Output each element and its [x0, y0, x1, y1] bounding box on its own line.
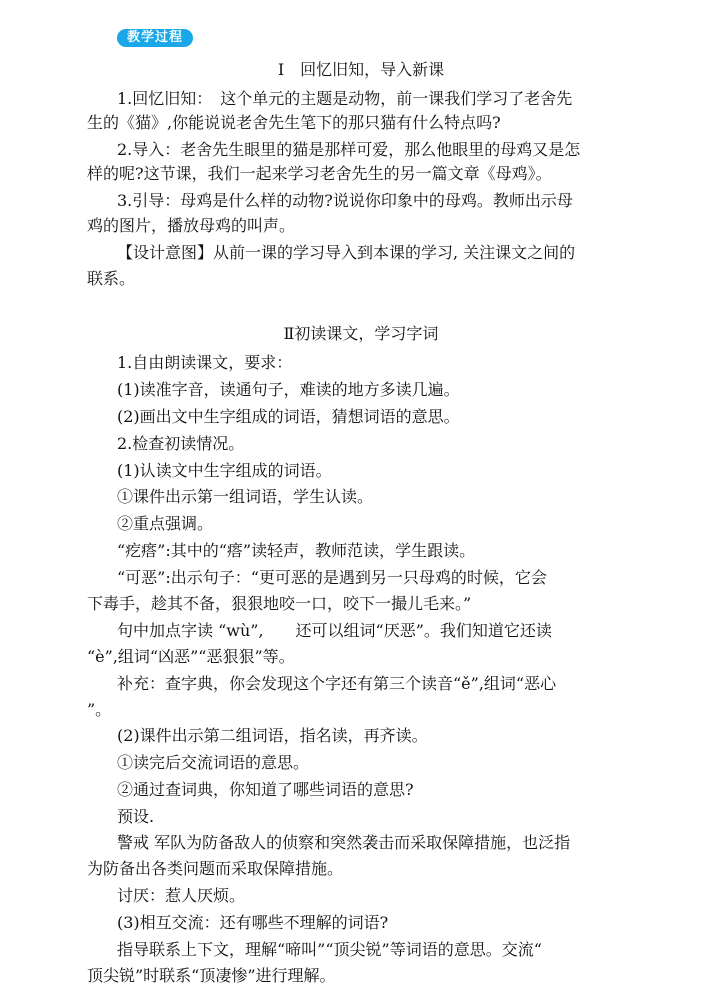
paragraph-line: 预设.: [117, 807, 155, 826]
paragraph-line: ①课件出示第一组词语，学生认读。: [117, 487, 374, 506]
paragraph-line: ②通过查词典，你知道了哪些词语的意思?: [117, 780, 414, 799]
paragraph-line: 句中加点字读 “wù”, 还可以组词“厌恶”。我们知道它还读: [117, 621, 552, 640]
paragraph-line: 联系。: [87, 269, 136, 288]
paragraph-line: 讨厌：惹人厌烦。: [117, 886, 246, 905]
paragraph-line: 样的呢?这节课，我们一起来学习老舍先生的另一篇文章《母鸡》。: [87, 164, 552, 183]
paragraph-line: “可恶”:出示句子：“更可恶的是遇到另一只母鸡的时候，它会: [117, 568, 547, 587]
paragraph-line: 1.回忆旧知： 这个单元的主题是动物，前一课我们学习了老舍先: [117, 89, 573, 108]
paragraph-line: 警戒 军队为防备敌人的侦察和突然袭击而采取保障措施，也泛指: [117, 833, 571, 852]
paragraph-line: (1)认读文中生字组成的词语。: [117, 461, 332, 480]
paragraph-line: 鸡的图片，播放母鸡的叫声。: [87, 216, 296, 235]
paragraph-line: (3)相互交流：还有哪些不理解的词语?: [117, 913, 389, 932]
paragraph-line: ①读完后交流词语的意思。: [117, 753, 310, 772]
paragraph-line: 生的《猫》,你能说说老舍先生笔下的那只猫有什么特点吗?: [87, 113, 501, 132]
paragraph-line: ”。: [87, 700, 112, 719]
paragraph-line: (1)读准字音，读通句子，难读的地方多读几遍。: [117, 380, 460, 399]
paragraph-line: 为防备出各类问题而采取保障措施。: [87, 859, 344, 878]
paragraph-line: 指导联系上下文，理解“啼叫”“顶尖锐”等词语的意思。交流“: [117, 940, 542, 959]
paragraph-line: “疙瘩”:其中的“瘩”读轻声，教师范读，学生跟读。: [117, 541, 476, 560]
section-badge: 教学过程: [117, 29, 193, 47]
paragraph-line: (2)画出文中生字组成的词语，猜想词语的意思。: [117, 407, 460, 426]
paragraph-line: 2.检查初读情况。: [117, 434, 245, 453]
paragraph-line: 1.自由朗读课文，要求：: [117, 353, 293, 372]
paragraph-line: 补充：查字典，你会发现这个字还有第三个读音“ě”,组词“恶心: [117, 674, 557, 693]
paragraph-line: (2)课件出示第二组词语，指名读，再齐读。: [117, 726, 428, 745]
paragraph-line: 下毒手，趁其不备，狠狠地咬一口，咬下一撮儿毛来。”: [87, 594, 472, 613]
paragraph-line: 2.导入：老舍先生眼里的猫是那样可爱，那么他眼里的母鸡又是怎: [117, 140, 581, 159]
paragraph-line: ②重点强调。: [117, 514, 214, 533]
section2-heading: Ⅱ初读课文，学习字词: [283, 324, 439, 343]
section1-heading: Ⅰ 回忆旧知，导入新课: [277, 60, 445, 79]
paragraph-line: 顶尖锐”时联系“顶凄惨”进行理解。: [87, 966, 336, 985]
paragraph-line: “è”,组词“凶恶”“恶狠狠”等。: [87, 647, 295, 666]
paragraph-line: 【设计意图】从前一课的学习导入到本课的学习, 关注课文之间的: [117, 243, 576, 262]
paragraph-line: 3.引导：母鸡是什么样的动物?说说你印象中的母鸡。教师出示母: [117, 191, 573, 210]
